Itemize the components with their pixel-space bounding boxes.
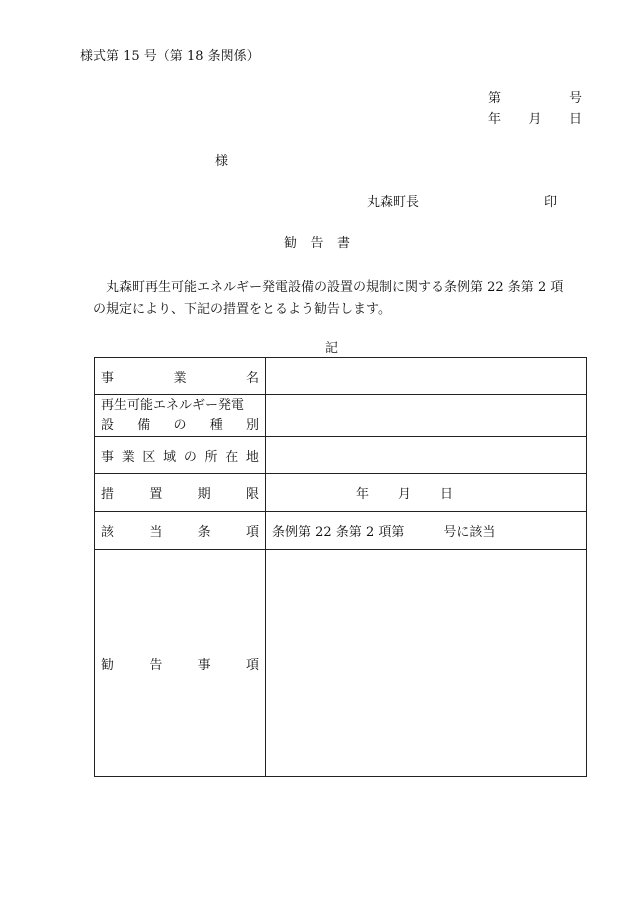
label-char: 事 bbox=[197, 657, 211, 673]
label-char: 別 bbox=[245, 417, 259, 433]
body-text bbox=[93, 277, 593, 321]
value-deadline bbox=[266, 474, 587, 512]
label-char: 当 bbox=[149, 525, 163, 540]
record-table bbox=[94, 357, 587, 777]
table-row bbox=[95, 358, 587, 395]
label-applicable-clause bbox=[95, 512, 266, 550]
label-facility-type bbox=[95, 395, 266, 437]
label-char: 事 bbox=[101, 370, 115, 386]
label-char: 備 bbox=[137, 417, 151, 433]
addressee: 様 bbox=[215, 154, 229, 169]
table-row bbox=[95, 550, 587, 777]
label-char: 業 bbox=[173, 370, 187, 386]
title-char: 告 bbox=[310, 236, 324, 251]
label-deadline bbox=[95, 474, 266, 512]
body-line-1: 丸森町再生可能エネルギー発電設備の設置の規制に関する条例第 22 条第 2 項 bbox=[106, 280, 564, 295]
label-char: 項 bbox=[245, 525, 259, 540]
label-char: 条 bbox=[197, 525, 211, 540]
table-row bbox=[95, 512, 587, 550]
label-char: 地 bbox=[245, 449, 259, 465]
table-row bbox=[95, 395, 587, 437]
value-business-name bbox=[266, 358, 587, 395]
seal-mark: 印 bbox=[544, 195, 558, 210]
label-recommendation bbox=[95, 550, 266, 777]
value-applicable-clause: 条例第 22 条第 2 項第 号に該当 bbox=[266, 512, 587, 550]
document-date bbox=[488, 113, 582, 126]
value-facility-type bbox=[266, 395, 587, 437]
label-char: 所 bbox=[204, 449, 218, 465]
title-char: 勧 bbox=[284, 236, 298, 251]
document-number-suffix: 号 bbox=[568, 91, 582, 106]
document-number-prefix: 第 bbox=[488, 91, 502, 106]
label-char: の bbox=[173, 417, 187, 433]
label-char: 該 bbox=[101, 525, 115, 540]
label-char: 置 bbox=[149, 487, 163, 502]
deadline-day: 日 bbox=[440, 487, 454, 502]
label-char: 項 bbox=[245, 657, 259, 673]
date-year: 年 bbox=[488, 112, 502, 127]
issuer: 丸森町長 bbox=[367, 195, 420, 210]
document-title bbox=[284, 237, 350, 250]
label-char: 業 bbox=[121, 449, 135, 465]
document-number bbox=[488, 92, 582, 105]
label-char: 域 bbox=[163, 449, 177, 465]
title-char: 書 bbox=[336, 236, 350, 251]
label-business-name bbox=[95, 358, 266, 395]
table-row bbox=[95, 437, 587, 474]
value-business-location bbox=[266, 437, 587, 474]
label-char: 勧 bbox=[101, 657, 115, 673]
label-char: 期 bbox=[197, 487, 211, 502]
label-business-location bbox=[95, 437, 266, 474]
label-char: 名 bbox=[245, 370, 259, 386]
value-recommendation bbox=[266, 550, 587, 777]
label-char: 在 bbox=[225, 449, 239, 465]
deadline-year: 年 bbox=[356, 487, 370, 502]
form-number: 様式第 15 号（第 18 条関係） bbox=[80, 49, 260, 64]
deadline-date bbox=[272, 483, 580, 502]
table-row bbox=[95, 474, 587, 512]
label-char: 限 bbox=[245, 487, 259, 502]
record-label: 記 bbox=[325, 341, 339, 356]
label-line: 再生可能エネルギー発電 bbox=[101, 397, 245, 413]
label-char: 種 bbox=[209, 417, 223, 433]
label-char: 措 bbox=[101, 487, 115, 502]
date-month: 月 bbox=[528, 112, 542, 127]
label-char: 設 bbox=[101, 417, 115, 433]
label-char: 告 bbox=[149, 657, 163, 673]
label-char: 事 bbox=[101, 449, 115, 465]
label-char: 区 bbox=[142, 449, 156, 465]
deadline-month: 月 bbox=[398, 487, 412, 502]
label-char: の bbox=[183, 449, 197, 465]
body-line-2: の規定により、下記の措置をとるよう勧告します。 bbox=[93, 302, 391, 317]
date-day: 日 bbox=[568, 112, 582, 127]
